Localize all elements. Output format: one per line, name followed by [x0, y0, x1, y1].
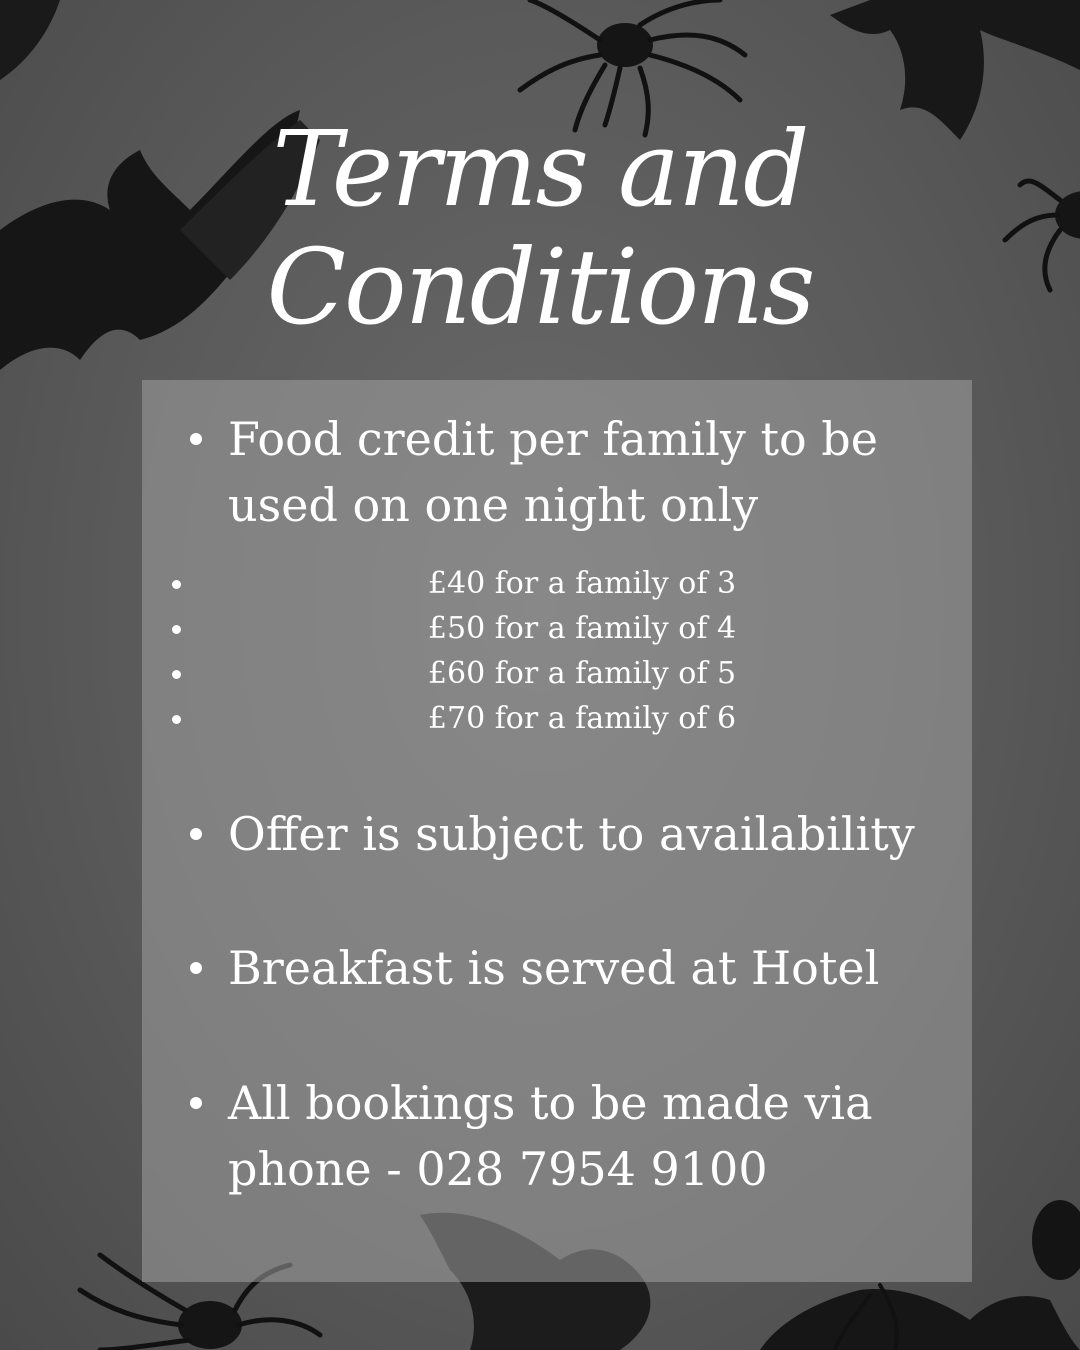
family-price-text: £50 for a family of 4: [427, 611, 737, 646]
bullet-dot: [190, 433, 202, 445]
bullet-dot: [190, 1097, 202, 1109]
family-price-text: £40 for a family of 3: [427, 566, 737, 601]
term-breakfast: [228, 935, 968, 1001]
family-price-text: £60 for a family of 5: [427, 656, 737, 691]
title-line-2: Conditions: [266, 226, 814, 348]
bullet-dot: [172, 715, 181, 724]
term-text: Breakfast is served at Hotel: [228, 941, 880, 995]
family-price-item: [142, 652, 972, 696]
term-food-credit: [228, 406, 968, 538]
bat-icon: [0, 0, 60, 80]
title-line-1: Terms and: [272, 108, 808, 230]
term-availability: [228, 801, 968, 867]
terms-panel: [142, 380, 972, 1282]
page-title: [0, 110, 1080, 346]
bullet-dot: [172, 580, 181, 589]
bullet-dot: [190, 962, 202, 974]
bullet-dot: [172, 625, 181, 634]
family-price-item: [142, 562, 972, 606]
bullet-dot: [190, 828, 202, 840]
term-text: All bookings to be made via phone - 028 7954 9100: [228, 1076, 873, 1196]
term-text: Food credit per family to be used on one night only: [228, 412, 878, 532]
term-bookings: [228, 1070, 968, 1202]
family-price-item: [142, 607, 972, 651]
bullet-dot: [172, 670, 181, 679]
family-price-item: [142, 697, 972, 741]
term-text: Offer is subject to availability: [228, 807, 915, 861]
family-price-text: £70 for a family of 6: [427, 701, 737, 736]
